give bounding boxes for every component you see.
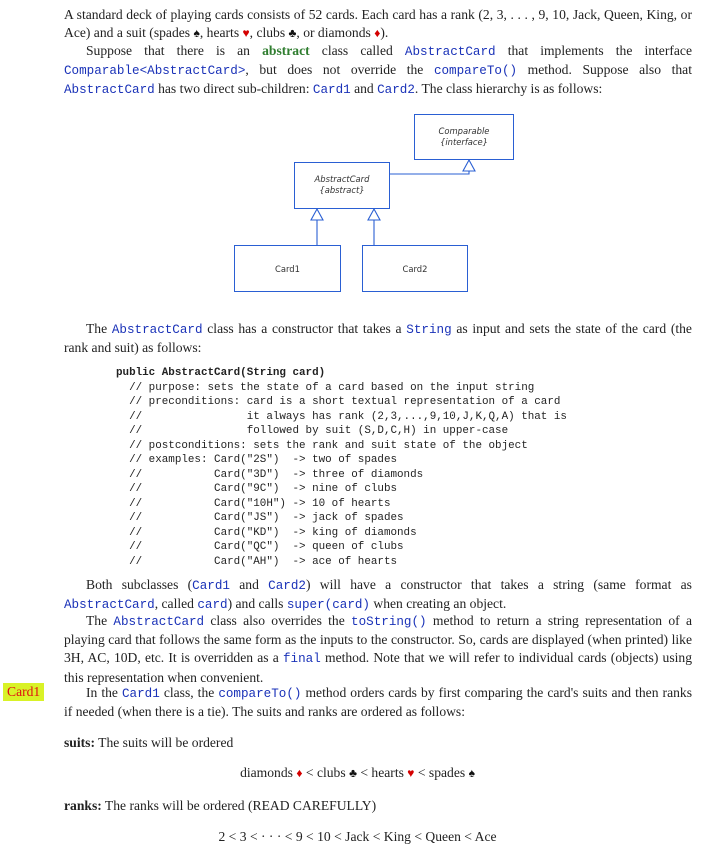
card2-code: Card2	[268, 579, 306, 593]
text: , but does not override the	[245, 62, 434, 78]
constructor-paragraph	[64, 320, 692, 357]
diamond-icon: ♦	[296, 766, 303, 780]
intro-paragraph	[64, 6, 692, 42]
text: The	[86, 613, 114, 628]
text: The ranks will be ordered (READ CAREFULLY)	[101, 798, 377, 813]
text: and	[229, 577, 269, 592]
text: <	[417, 765, 426, 780]
code-line: // Card("KD") -> king of diamonds	[116, 526, 417, 539]
code-line: // Card("QC") -> queen of clubs	[116, 541, 404, 553]
text: that implements the interface	[495, 43, 692, 58]
intro-text-5: ).	[380, 25, 389, 41]
abstractcard-code: AbstractCard	[404, 45, 496, 59]
compareto-code: compareTo()	[218, 687, 302, 701]
card1-code: Card1	[122, 687, 160, 701]
text: method orders cards by first comparing the card's suits and then ranks if needed (when there is a tie). The suits and ranks are ordered as follows:	[64, 685, 692, 720]
code-line: // postconditions: sets the rank and suit state of the object	[116, 439, 528, 452]
diamond-icon: ♦	[374, 26, 381, 41]
intro-text-2: , hearts	[199, 25, 243, 41]
text: ) will have a constructor that takes a string (same format as	[305, 577, 692, 592]
code-line: // Card("AH") -> ace of hearts	[116, 555, 398, 568]
subclasses-paragraph	[64, 576, 692, 614]
code-line: // it always has rank (2,3,...,9,10,J,K,Q,A) that is	[116, 410, 567, 423]
text: clubs	[316, 765, 346, 780]
abstract-keyword: abstract	[262, 43, 310, 58]
text: Both subclasses (	[86, 577, 193, 592]
super-card-code: super(card)	[286, 598, 370, 613]
ranks-order: 2 < 3 < · · · < 9 < 10 < Jack < King < Queen < Ace	[218, 829, 497, 844]
heart-icon: ♥	[242, 26, 250, 41]
text: method to return a string representation of a playing card that follows the same form as the inputs to the constructor. So, cards are displayed (when printed) like 3H, AC, 10D, etc. It is overridden as a	[64, 613, 692, 666]
text: and	[350, 81, 378, 97]
intro-text-3: , clubs	[249, 25, 289, 41]
spade-icon: ♠	[468, 766, 475, 780]
intro-text-1: A standard deck of playing cards consists of 52 cards. Each card has a rank (2, 3, . . . , 9, 10, Jack, Queen, King, or Ace) and a suit (spades	[64, 7, 692, 41]
text: method. Note that we will refer to individual cards (objects) using this representation when convenient.	[64, 650, 693, 685]
constructor-code-block	[116, 366, 596, 569]
code-line: // followed by suit (S,D,C,H) in upper-case	[116, 425, 509, 437]
abstractcard-code: AbstractCard	[113, 615, 205, 629]
abstractcard-code: AbstractCard	[111, 323, 203, 337]
compareto-code: compareTo()	[433, 64, 518, 79]
code-line: // examples: Card("2S") -> two of spades	[116, 454, 398, 466]
code-line: // preconditions: card is a short textual representation of a card	[116, 396, 561, 408]
text: class has a constructor that takes a	[202, 321, 407, 336]
card1-paragraph	[64, 684, 692, 721]
ranks-label: ranks:	[64, 798, 102, 813]
text: In the	[86, 685, 122, 700]
class-hierarchy-diagram	[234, 114, 524, 294]
code-line: // Card("10H") -> 10 of hearts	[116, 497, 391, 510]
comparable-interface-box	[414, 114, 514, 160]
comparable-code: Comparable<AbstractCard>	[64, 64, 246, 79]
club-icon: ♣	[349, 766, 357, 780]
text: ) and calls	[227, 596, 287, 612]
code-line: public AbstractCard(String card)	[116, 367, 326, 379]
text: Suppose that there is an	[86, 43, 263, 58]
text: hearts	[371, 765, 404, 780]
abstract-paragraph	[64, 42, 692, 100]
inheritance-arrow-icon	[463, 160, 475, 171]
tostring-code: toString()	[351, 615, 427, 629]
abstractcard-code: AbstractCard	[64, 598, 155, 613]
text: as input and sets the state of the card (the rank and suit) as follows:	[64, 321, 692, 356]
card1-code: Card1	[312, 83, 351, 98]
abstractcard-code: AbstractCard	[64, 83, 155, 98]
text: spades	[428, 765, 466, 780]
text: . The class hierarchy is as follows:	[414, 81, 603, 97]
string-code: String	[406, 323, 452, 337]
text: The suits will be ordered	[94, 735, 234, 750]
text: class called	[309, 43, 405, 58]
card2-class-box	[362, 245, 468, 292]
final-code: final	[283, 652, 321, 667]
text: {abstract}	[319, 185, 365, 195]
code-line: // Card("JS") -> jack of spades	[116, 512, 404, 524]
heart-icon: ♥	[407, 766, 415, 780]
inheritance-arrow-icon	[311, 209, 323, 220]
text: method. Suppose also that	[517, 62, 692, 78]
suits-label: suits:	[64, 735, 95, 750]
card1-code: Card1	[192, 579, 230, 593]
text: <	[305, 765, 314, 780]
text: , called	[154, 596, 198, 612]
text: Card2	[402, 263, 428, 274]
text: diamonds	[240, 765, 293, 780]
text: The	[86, 321, 112, 336]
text: <	[360, 765, 369, 780]
suits-heading	[64, 734, 692, 752]
abstractcard-class-box	[294, 162, 390, 209]
text: has two direct sub-children:	[154, 81, 313, 97]
text: {interface}	[439, 137, 488, 147]
code-line: // purpose: sets the state of a card based on the input string	[116, 381, 535, 394]
text: class, the	[159, 685, 219, 700]
realization-line	[389, 160, 469, 174]
card1-class-box	[234, 245, 341, 292]
card2-code: Card2	[377, 83, 415, 98]
text: AbstractCard	[314, 174, 370, 184]
club-icon: ♣	[288, 26, 297, 41]
code-line: // Card("9C") -> nine of clubs	[116, 483, 398, 495]
card-code: card	[197, 598, 228, 613]
text: Card1	[275, 263, 300, 274]
text: when creating an object.	[370, 596, 507, 612]
ranks-heading	[64, 797, 692, 815]
code-line: // Card("3D") -> three of diamonds	[116, 468, 424, 481]
intro-text-4: , or diamonds	[296, 25, 375, 41]
text: class also overrides the	[204, 613, 352, 628]
tostring-paragraph	[64, 612, 692, 687]
card1-margin-label: Card1	[3, 683, 44, 701]
text: Comparable	[438, 126, 490, 136]
spade-icon: ♠	[193, 26, 200, 41]
suits-order	[0, 764, 715, 782]
inheritance-arrow-icon	[368, 209, 380, 220]
